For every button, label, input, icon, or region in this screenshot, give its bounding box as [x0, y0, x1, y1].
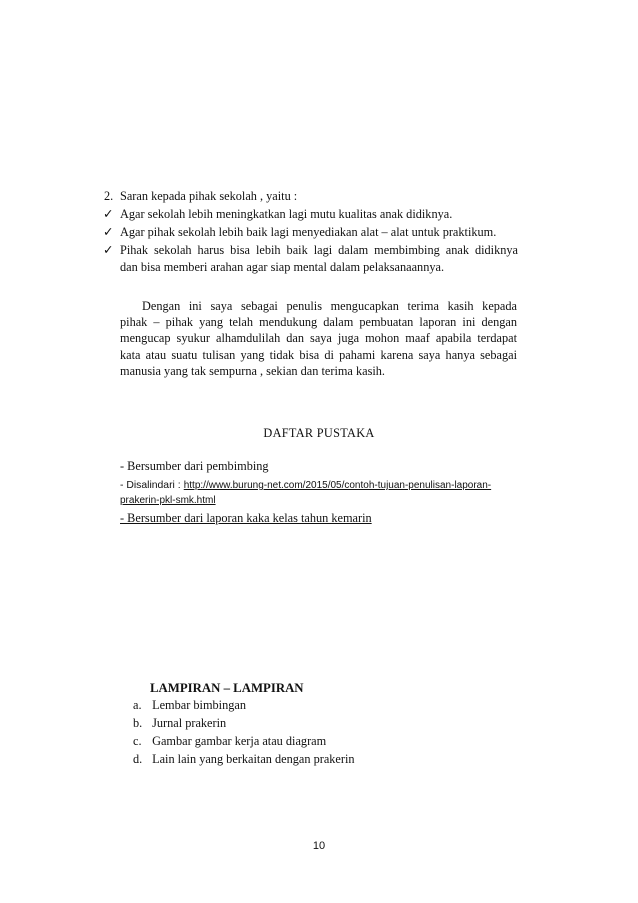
lampiran-item [133, 751, 355, 767]
closing-line: kata atau suatu tulisan yang tidak bisa di pahami karena saya hanya sebagai [120, 347, 517, 362]
saran-item-line: dan bisa memberi arahan agar siap mental dalam pelaksanaannya. [120, 260, 445, 274]
saran-number: 2. [104, 189, 114, 203]
reference-item-url [120, 476, 491, 494]
page-number: 10 [312, 840, 326, 852]
reference-link-continued[interactable]: prakerin-pkl-smk.html [120, 495, 216, 506]
lampiran-item-text: Gambar gambar kerja atau diagram [152, 734, 327, 748]
check-icon: ✓ [103, 207, 114, 221]
closing-line: manusia yang tak sempurna , sekian dan terima kasih. [120, 363, 385, 378]
lampiran-item-letter: c. [133, 734, 142, 748]
saran-item-line: Pihak sekolah harus bisa lebih baik lagi dalam membimbing anak didiknya [120, 243, 518, 257]
reference-item: - Bersumber dari laporan kaka kelas tahun kemarin [120, 511, 372, 525]
lampiran-item-letter: d. [133, 752, 143, 766]
closing-line: Dengan ini saya sebagai penulis mengucapkan terima kasih kepada [142, 299, 517, 313]
lampiran-item [133, 715, 226, 731]
reference-item: - Bersumber dari pembimbing [120, 459, 269, 473]
lampiran-item-text: Lain lain yang berkaitan dengan prakerin [152, 752, 355, 766]
check-icon: ✓ [103, 243, 114, 257]
lampiran-item-text: Jurnal prakerin [152, 716, 227, 730]
saran-item: Agar pihak sekolah lebih baik lagi menyediakan alat – alat untuk praktikum. [120, 225, 497, 239]
lampiran-item [133, 697, 246, 713]
closing-paragraph [120, 298, 517, 379]
lampiran-item-text: Lembar bimbingan [152, 698, 246, 712]
saran-item-multiline [120, 242, 518, 258]
closing-line: mengucap syukur alhamdulilah dan saya juga mohon maaf apabila terdapat [120, 331, 517, 346]
reference-link[interactable]: http://www.burung-net.com/2015/05/contoh-tujuan-penulisan-laporan- [183, 480, 492, 491]
closing-line: pihak – pihak yang telah mendukung dalam pembuatan laporan ini dengan [120, 315, 517, 330]
check-icon: ✓ [103, 225, 114, 239]
reference-prefix: - Disalindari : [120, 480, 181, 491]
saran-item: Agar sekolah lebih meningkatkan lagi mutu kualitas anak didiknya. [120, 207, 453, 221]
lampiran-item-letter: b. [133, 716, 143, 730]
lampiran-title: LAMPIRAN – LAMPIRAN [150, 681, 304, 695]
lampiran-item [133, 733, 326, 749]
daftar-pustaka-title: DAFTAR PUSTAKA [263, 426, 375, 440]
lampiran-item-letter: a. [133, 698, 142, 712]
saran-heading: Saran kepada pihak sekolah , yaitu : [120, 189, 298, 203]
